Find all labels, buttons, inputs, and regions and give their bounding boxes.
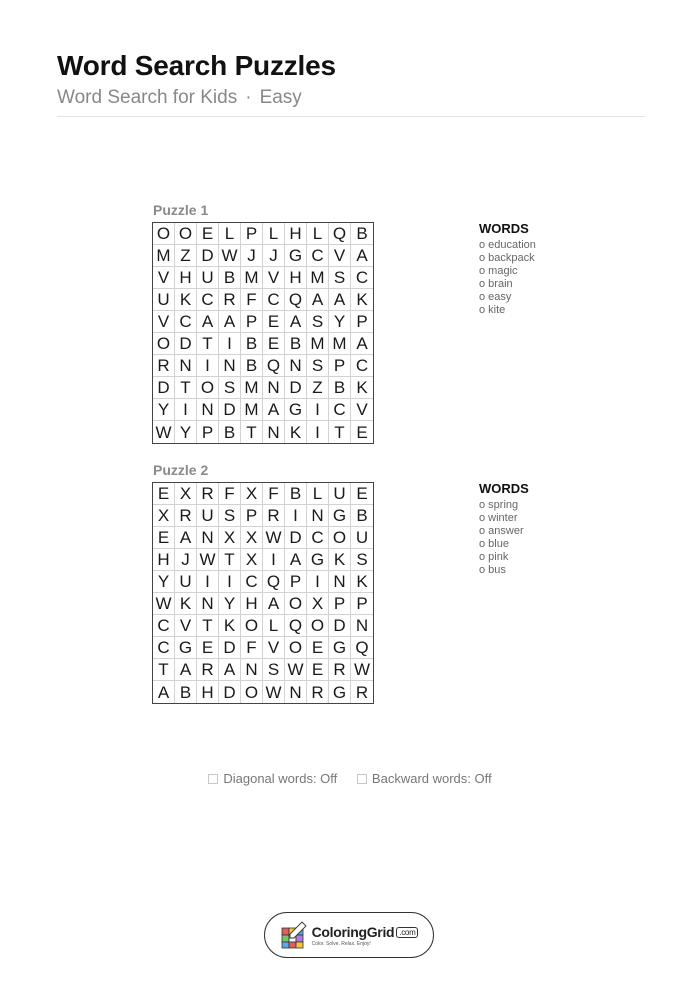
grid-cell: S: [263, 659, 285, 681]
backward-option-label: Backward words: Off: [371, 771, 492, 786]
grid-cell: B: [351, 505, 373, 527]
grid-cell: S: [307, 355, 329, 377]
grid-cell: O: [285, 637, 307, 659]
grid-cell: H: [175, 267, 197, 289]
grid-cell: P: [351, 593, 373, 615]
grid-cell: G: [285, 399, 307, 421]
grid-cell: E: [351, 483, 373, 505]
grid-cell: T: [197, 615, 219, 637]
grid-cell: C: [329, 399, 351, 421]
grid-cell: H: [153, 549, 175, 571]
word-item: o kite: [479, 304, 506, 316]
grid-cell: H: [285, 267, 307, 289]
grid-cell: F: [263, 483, 285, 505]
grid-cell: X: [241, 549, 263, 571]
grid-cell: I: [197, 571, 219, 593]
grid-cell: P: [285, 571, 307, 593]
grid-cell: K: [351, 289, 373, 311]
grid-cell: C: [153, 615, 175, 637]
grid-cell: R: [307, 681, 329, 703]
grid-cell: L: [219, 223, 241, 245]
grid-cell: V: [329, 245, 351, 267]
grid-cell: C: [307, 245, 329, 267]
grid-cell: W: [153, 593, 175, 615]
grid-cell: T: [197, 333, 219, 355]
grid-cell: I: [175, 399, 197, 421]
word-item: o answer: [479, 525, 524, 537]
grid-cell: R: [153, 355, 175, 377]
words-title: WORDS: [479, 481, 529, 496]
grid-cell: P: [329, 355, 351, 377]
difficulty-level: Easy: [259, 87, 302, 108]
grid-cell: O: [307, 615, 329, 637]
grid-cell: V: [153, 311, 175, 333]
grid-cell: H: [197, 681, 219, 703]
grid-cell: Z: [307, 377, 329, 399]
grid-cell: X: [307, 593, 329, 615]
grid-cell: J: [175, 549, 197, 571]
grid-cell: A: [153, 681, 175, 703]
grid-cell: A: [197, 311, 219, 333]
grid-cell: N: [263, 421, 285, 443]
grid-cell: N: [285, 355, 307, 377]
grid-cell: W: [219, 245, 241, 267]
grid-cell: W: [351, 659, 373, 681]
grid-cell: B: [241, 355, 263, 377]
grid-cell: Q: [329, 223, 351, 245]
grid-cell: P: [241, 505, 263, 527]
grid-cell: Q: [263, 571, 285, 593]
grid-cell: O: [285, 593, 307, 615]
coloringgrid-logo: [264, 912, 434, 958]
grid-cell: V: [175, 615, 197, 637]
grid-cell: O: [153, 223, 175, 245]
grid-cell: E: [263, 333, 285, 355]
grid-cell: I: [307, 571, 329, 593]
grid-cell: I: [197, 355, 219, 377]
grid-cell: D: [153, 377, 175, 399]
backward-checkbox: [357, 774, 367, 784]
grid-cell: X: [241, 527, 263, 549]
grid-cell: K: [219, 615, 241, 637]
grid-cell: C: [351, 267, 373, 289]
grid-cell: U: [329, 483, 351, 505]
grid-cell: V: [153, 267, 175, 289]
logo-tagline: Color. Solve. Relax. Enjoy!: [311, 940, 371, 947]
grid-cell: U: [153, 289, 175, 311]
word-item: o pink: [479, 551, 509, 563]
grid-cell: B: [285, 333, 307, 355]
puzzle-2-grid: [152, 482, 374, 704]
grid-cell: D: [219, 681, 241, 703]
grid-cell: I: [263, 549, 285, 571]
grid-cell: D: [219, 399, 241, 421]
grid-cell: P: [197, 421, 219, 443]
grid-cell: E: [356, 422, 368, 442]
grid-cell: S: [307, 311, 329, 333]
grid-cell: V: [263, 267, 285, 289]
grid-cell: R: [329, 659, 351, 681]
grid-cell: W: [197, 549, 219, 571]
grid-cell: Q: [285, 289, 307, 311]
grid-cell: E: [263, 311, 285, 333]
grid-cell: K: [329, 549, 351, 571]
grid-cell: K: [351, 377, 373, 399]
grid-cell: H: [241, 593, 263, 615]
words-title: WORDS: [479, 221, 529, 236]
grid-cell: M: [241, 377, 263, 399]
grid-cell: B: [219, 421, 241, 443]
grid-cell: B: [351, 223, 373, 245]
grid-cell: M: [329, 333, 351, 355]
grid-cell: D: [285, 377, 307, 399]
grid-cell: F: [219, 483, 241, 505]
grid-cell: C: [153, 637, 175, 659]
grid-cell: R: [219, 289, 241, 311]
grid-cell: A: [175, 527, 197, 549]
grid-cell: C: [197, 289, 219, 311]
grid-cell: O: [241, 681, 263, 703]
grid-cell: C: [351, 355, 373, 377]
puzzle-1-word-list: [479, 221, 536, 317]
word-item: o magic: [479, 265, 518, 277]
grid-cell: U: [351, 527, 373, 549]
word-item: o backpack: [479, 252, 535, 264]
grid-cell: V: [263, 637, 285, 659]
grid-cell: D: [329, 615, 351, 637]
grid-cell: R: [355, 682, 369, 702]
puzzle-options: [0, 771, 700, 787]
grid-cell: C: [263, 289, 285, 311]
grid-cell: A: [329, 289, 351, 311]
grid-cell: G: [329, 681, 351, 703]
grid-cell: H: [285, 223, 307, 245]
page-subtitle: [57, 87, 302, 109]
grid-cell: B: [241, 333, 263, 355]
grid-cell: Y: [175, 421, 197, 443]
grid-cell: M: [307, 333, 329, 355]
grid-cell: B: [175, 681, 197, 703]
grid-cell: G: [329, 637, 351, 659]
grid-cell: S: [219, 505, 241, 527]
grid-cell: P: [351, 311, 373, 333]
grid-cell: J: [241, 245, 263, 267]
grid-cell: T: [175, 377, 197, 399]
word-item: o spring: [479, 499, 519, 511]
word-item: o education: [479, 239, 536, 251]
subtitle-separator: ·: [245, 87, 252, 108]
grid-cell: A: [263, 593, 285, 615]
grid-cell: G: [307, 549, 329, 571]
grid-cell: E: [197, 223, 219, 245]
word-item: o blue: [479, 538, 509, 550]
grid-cell: F: [241, 637, 263, 659]
grid-cell: L: [263, 223, 285, 245]
grid-cell: X: [241, 483, 263, 505]
grid-cell: C: [241, 571, 263, 593]
diagonal-checkbox: [208, 774, 218, 784]
grid-cell: R: [197, 659, 219, 681]
grid-cell: J: [263, 245, 285, 267]
grid-cell: M: [241, 267, 263, 289]
grid-cell: S: [351, 549, 373, 571]
grid-cell: D: [285, 527, 307, 549]
backward-option: [357, 771, 492, 786]
grid-cell: A: [307, 289, 329, 311]
grid-cell: R: [263, 505, 285, 527]
grid-cell: F: [241, 289, 263, 311]
grid-cell: D: [197, 245, 219, 267]
grid-cell: R: [197, 483, 219, 505]
grid-cell: N: [307, 505, 329, 527]
grid-cell: O: [153, 333, 175, 355]
grid-cell: I: [219, 333, 241, 355]
grid-cell: X: [175, 483, 197, 505]
grid-cell: P: [241, 223, 263, 245]
grid-cell: A: [263, 399, 285, 421]
grid-cell: N: [329, 571, 351, 593]
grid-cell: N: [263, 377, 285, 399]
grid-cell: W: [263, 681, 285, 703]
grid-cell: P: [241, 311, 263, 333]
grid-cell: A: [285, 311, 307, 333]
grid-cell: P: [329, 593, 351, 615]
grid-cell: N: [285, 681, 307, 703]
grid-cell: M: [307, 267, 329, 289]
grid-cell: I: [219, 571, 241, 593]
grid-cell: O: [175, 223, 197, 245]
grid-cell: A: [219, 659, 241, 681]
word-item: o bus: [479, 564, 506, 576]
logo-domain: .com: [396, 927, 418, 938]
grid-cell: B: [329, 377, 351, 399]
grid-cell: E: [153, 527, 175, 549]
grid-cell: B: [219, 267, 241, 289]
grid-cell: Q: [263, 355, 285, 377]
puzzle-2-label: Puzzle 2: [153, 462, 209, 478]
grid-cell: E: [153, 483, 175, 505]
grid-cell: T: [153, 659, 175, 681]
word-item: o easy: [479, 291, 512, 303]
puzzle-1-label: Puzzle 1: [153, 202, 209, 218]
grid-cell: Q: [285, 615, 307, 637]
grid-cell: A: [175, 659, 197, 681]
grid-cell: L: [307, 483, 329, 505]
grid-cell: Y: [153, 399, 175, 421]
grid-cell: N: [219, 355, 241, 377]
grid-cell: N: [241, 659, 263, 681]
grid-cell: E: [197, 637, 219, 659]
grid-pencil-icon: [280, 920, 308, 950]
grid-cell: R: [175, 505, 197, 527]
grid-cell: Y: [219, 593, 241, 615]
page-title: Word Search Puzzles: [57, 50, 336, 81]
grid-cell: L: [307, 223, 329, 245]
grid-cell: E: [307, 659, 329, 681]
grid-cell: A: [351, 245, 373, 267]
grid-cell: N: [197, 527, 219, 549]
grid-cell: T: [219, 549, 241, 571]
grid-cell: X: [153, 505, 175, 527]
logo-wordmark: ColoringGrid .com: [312, 924, 419, 940]
header-divider: [57, 116, 645, 117]
grid-cell: X: [219, 527, 241, 549]
grid-cell: K: [175, 593, 197, 615]
grid-cell: S: [329, 267, 351, 289]
grid-cell: A: [285, 549, 307, 571]
grid-cell: T: [241, 421, 263, 443]
grid-cell: K: [285, 421, 307, 443]
grid-cell: I: [285, 505, 307, 527]
grid-cell: W: [153, 421, 175, 443]
grid-cell: U: [197, 267, 219, 289]
grid-cell: O: [197, 377, 219, 399]
grid-cell: Z: [175, 245, 197, 267]
word-item: o brain: [479, 278, 513, 290]
subtitle-text: Word Search for Kids: [57, 87, 238, 108]
puzzle-2-word-list: [479, 481, 529, 577]
grid-cell: E: [307, 637, 329, 659]
grid-cell: T: [329, 421, 351, 443]
grid-cell: N: [351, 615, 373, 637]
grid-cell: K: [351, 571, 373, 593]
diagonal-option-label: Diagonal words: Off: [223, 771, 338, 786]
grid-cell: N: [175, 355, 197, 377]
grid-cell: G: [285, 245, 307, 267]
grid-cell: C: [307, 527, 329, 549]
grid-cell: G: [175, 637, 197, 659]
word-item: o winter: [479, 512, 518, 524]
grid-cell: O: [329, 527, 351, 549]
grid-cell: S: [219, 377, 241, 399]
grid-cell: A: [219, 311, 241, 333]
grid-cell: V: [351, 399, 373, 421]
grid-cell: Y: [329, 311, 351, 333]
grid-cell: A: [351, 333, 373, 355]
grid-cell: G: [329, 505, 351, 527]
grid-cell: W: [263, 527, 285, 549]
grid-cell: B: [285, 483, 307, 505]
grid-cell: L: [263, 615, 285, 637]
grid-cell: Q: [351, 637, 373, 659]
grid-cell: D: [175, 333, 197, 355]
grid-cell: O: [241, 615, 263, 637]
grid-cell: M: [241, 399, 263, 421]
puzzle-1-grid: [152, 222, 374, 444]
grid-cell: M: [153, 245, 175, 267]
grid-cell: C: [175, 311, 197, 333]
diagonal-option: [208, 771, 337, 786]
grid-cell: D: [219, 637, 241, 659]
grid-cell: Y: [153, 571, 175, 593]
grid-cell: I: [307, 421, 329, 443]
grid-cell: N: [197, 399, 219, 421]
grid-cell: K: [175, 289, 197, 311]
grid-cell: U: [175, 571, 197, 593]
grid-cell: W: [285, 659, 307, 681]
grid-cell: I: [307, 399, 329, 421]
grid-cell: U: [197, 505, 219, 527]
grid-cell: N: [197, 593, 219, 615]
